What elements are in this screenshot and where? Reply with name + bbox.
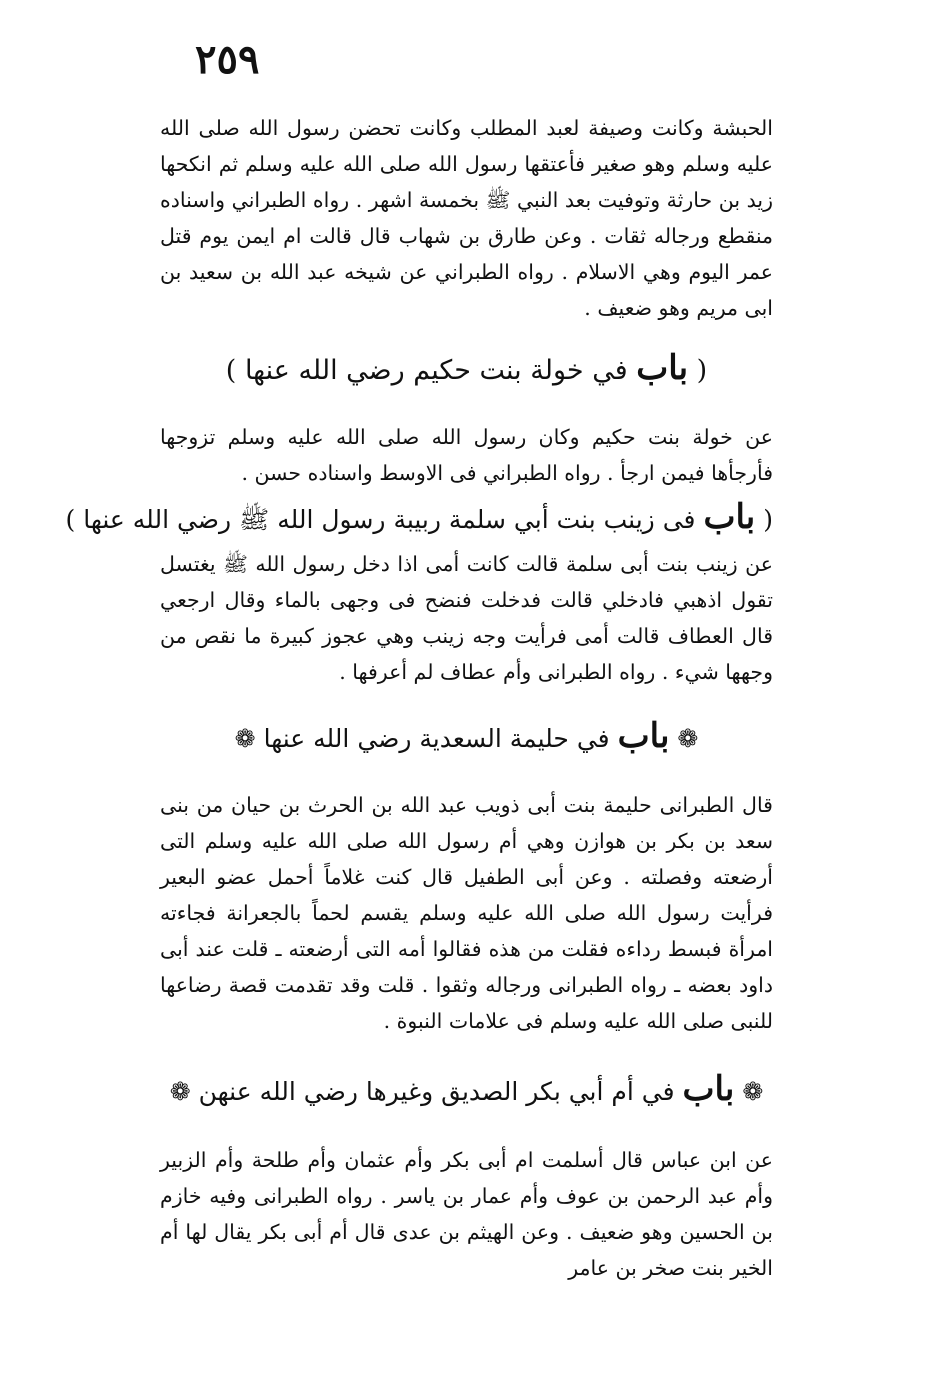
- heading-bab-word: باب: [617, 716, 670, 756]
- heading-close-mark: ❁: [234, 724, 256, 753]
- paragraph-halima: قال الطبرانى حليمة بنت أبى ذويب عبد الله بن الحرث بن حيان من بنى سعد بن بكر بن هوازن وهي أم رسول الله صلى الله عليه وسلم التى أرضعته وفصلته . وعن أبى الطفيل قال كنت غلاماً أحمل عضو البعير فرأيت رسول الله صلى الله عليه وسلم يقسم لحماً بالجعرانة فجاءته امرأة فبسط رداءه فقلت من هذه فقالوا أمه التى أرضعته ـ قلت عند أبى داود بعضه ـ رواه الطبرانى ورجاله وثقوا . قلت وقد تقدمت قصة رضاعها للنبى صلى الله عليه وسلم فى علامات النبوة .: [160, 793, 773, 1033]
- heading-title: في حليمة السعدية رضي الله عنها: [263, 724, 610, 753]
- heading-close-mark: ): [65, 505, 76, 534]
- paragraph-umm-ayman: الحبشة وكانت وصيفة لعبد المطلب وكانت تحضن رسول الله صلى الله عليه وسلم وهو صغير فأعتقها رسول الله صلى الله عليه وسلم ثم انكحها زيد بن حارثة وتوفيت بعد النبي ﷺ بخمسة اشهر . رواه الطبراني واسناده منقطع ورجاله ثقات . وعن طارق بن شهاب قال قالت ام ايمن يوم قتل عمر اليوم وهي الاسلام . رواه الطبراني عن شيخه عبد الله بن سعيد بن ابى مريم وهو ضعيف .: [160, 116, 773, 320]
- paragraph-umm-abi-bakr: عن ابن عباس قال أسلمت ام أبى بكر وأم عثمان وأم طلحة وأم الزبير وأم عبد الرحمن بن عوف وأم عمار بن ياسر . رواه الطبرانى وفيه خازم بن الحسين وهو ضعيف . وعن الهيثم بن عدى قال أم أبى بكر يقال لها أم الخير بنت صخر بن عامر: [160, 1148, 773, 1280]
- paragraph-zaynab: عن زينب بنت أبى سلمة قالت كانت أمى اذا دخل رسول الله ﷺ يغتسل تقول اذهبي فادخلي قالت فدخلت فنضح فى وجهى بالماء وقال ارجعي قال العطاف قالت أمى فرأيت وجه زينب وهي عجوز كبيرة ما نقص من وجهها شيء . رواه الطبرانى وأم عطاف لم أعرفها .: [160, 552, 773, 684]
- page-number: ٢٥٩: [195, 36, 260, 83]
- chapter-heading-khawla: [160, 348, 773, 391]
- heading-bab-word: باب: [703, 497, 756, 537]
- heading-close-mark: ): [225, 355, 237, 386]
- chapter-heading-zaynab: [65, 497, 773, 540]
- heading-open-mark: (: [696, 355, 708, 386]
- paragraph-khawla: عن خولة بنت حكيم وكان رسول الله صلى الله عليه وسلم تزوجها فأرجأها فيمن ارجأ . رواه الطبراني فى الاوسط واسناده حسن .: [160, 425, 773, 485]
- heading-open-mark: ❁: [742, 1077, 764, 1106]
- chapter-heading-halima: [160, 716, 773, 759]
- chapter-heading-umm-abi-bakr: [160, 1069, 773, 1112]
- text-column: [65, 110, 773, 1286]
- heading-title: في أم أبي بكر الصديق وغيرها رضي الله عنهن: [198, 1077, 675, 1106]
- heading-title: في خولة بنت حكيم رضي الله عنها: [244, 355, 628, 386]
- heading-open-mark: (: [763, 505, 773, 534]
- heading-bab-word: باب: [682, 1069, 735, 1109]
- heading-bab-word: باب: [636, 348, 689, 388]
- heading-open-mark: ❁: [677, 724, 699, 753]
- heading-title: فى زينب بنت أبي سلمة ربيبة رسول الله ﷺ رضي الله عنها: [83, 505, 696, 534]
- heading-close-mark: ❁: [169, 1077, 191, 1106]
